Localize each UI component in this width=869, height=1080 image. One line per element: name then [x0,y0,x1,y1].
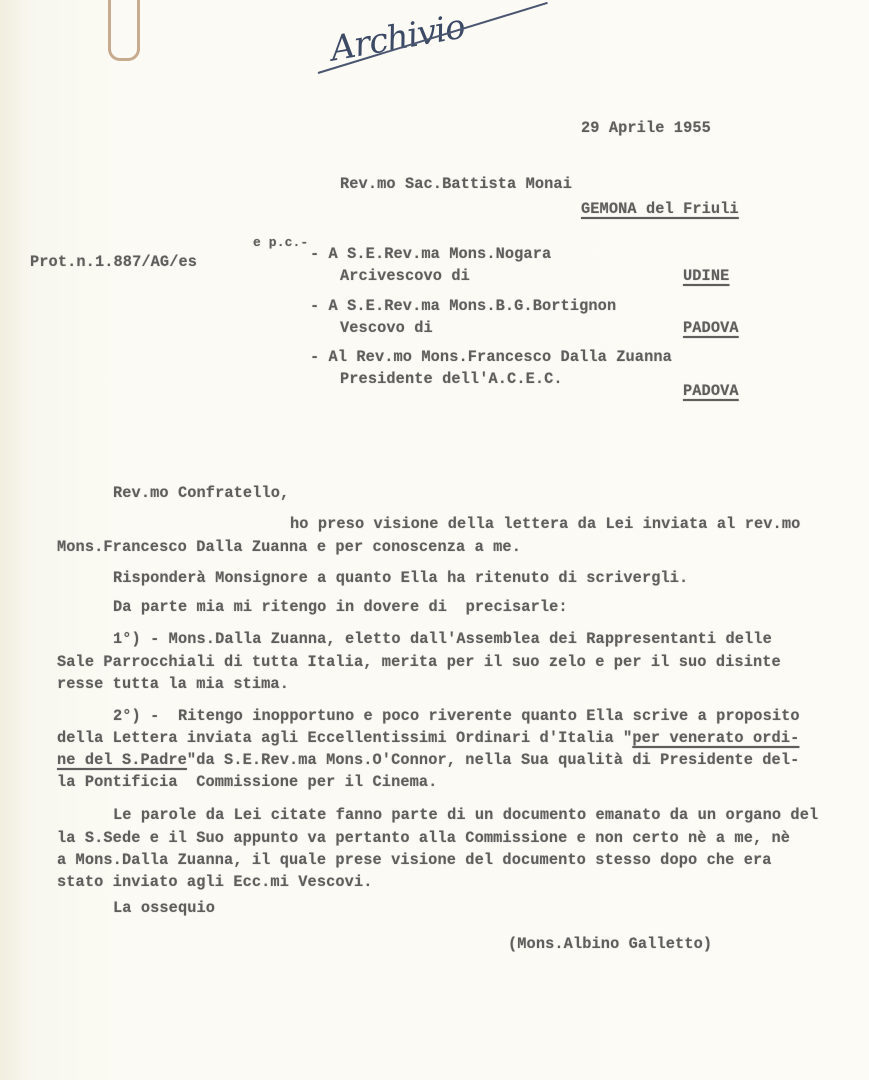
cc-2-city: PADOVA [683,319,739,337]
body-line: Da parte mia mi ritengo in dovere di precisarle: [113,598,568,616]
body-line: 1°) - Mons.Dalla Zuanna, eletto dall'Assemblea dei Rappresentanti delle [113,630,772,648]
body-line: resse tutta la mia stima. [57,675,289,693]
closing: La ossequio [113,899,216,917]
underlined-quote: per venerato ordi- [632,729,800,747]
body-line: la Pontificia Commissione per il Cinema. [57,773,438,791]
cc-label: e p.c.- [253,235,309,250]
underlined-quote: ne del S.Padre [57,751,187,769]
body-line: Mons.Francesco Dalla Zuanna e per conoscenza a me. [57,538,521,556]
body-line: ho preso visione della lettera da Lei inviata al rev.mo [290,515,801,533]
body-line [57,729,799,747]
recipient-city: GEMONA del Friuli [581,200,739,218]
body-line [57,751,799,769]
body-line: 2°) - Ritengo inopportuno e poco riverente quanto Ella scrive a proposito [113,707,800,725]
salutation: Rev.mo Confratello, [113,484,290,502]
handwritten-annotation: Archivio [327,6,468,70]
body-line: Sale Parrocchiali di tutta Italia, merita per il suo zelo e per il suo disinte [57,653,781,671]
cc-3-line1: - Al Rev.mo Mons.Francesco Dalla Zuanna [310,348,672,366]
body-line: stato inviato agli Ecc.mi Vescovi. [57,873,373,891]
cc-1-line2: Arcivescovo di [340,267,470,285]
signature: (Mons.Albino Galletto) [508,935,713,953]
protocol-number: Prot.n.1.887/AG/es [30,253,198,271]
body-line: Risponderà Monsignore a quanto Ella ha ritenuto di scrivergli. [113,569,689,587]
cc-1-city: UDINE [683,267,730,285]
letter-date: 29 Aprile 1955 [581,119,711,137]
body-line: la S.Sede e il Suo appunto va pertanto alla Commissione e non certo nè a me, nè [57,829,791,847]
cc-3-city: PADOVA [683,382,739,400]
cc-2-line1: - A S.E.Rev.ma Mons.B.G.Bortignon [310,297,617,315]
body-line: a Mons.Dalla Zuanna, il quale prese visione del documento stesso dopo che era [57,851,772,869]
body-text: della Lettera inviata agli Eccellentissimi Ordinari d'Italia " [57,729,633,747]
body-text: "da S.E.Rev.ma Mons.O'Connor, nella Sua qualità di Presidente del- [186,751,800,769]
cc-3-line2: Presidente dell'A.C.E.C. [340,370,563,388]
paper-clip-mark [108,0,140,61]
cc-2-line2: Vescovo di [340,319,433,337]
cc-1-line1: - A S.E.Rev.ma Mons.Nogara [310,245,552,263]
body-line: Le parole da Lei citate fanno parte di un documento emanato da un organo del [113,806,819,824]
recipient-name: Rev.mo Sac.Battista Monai [340,175,572,193]
